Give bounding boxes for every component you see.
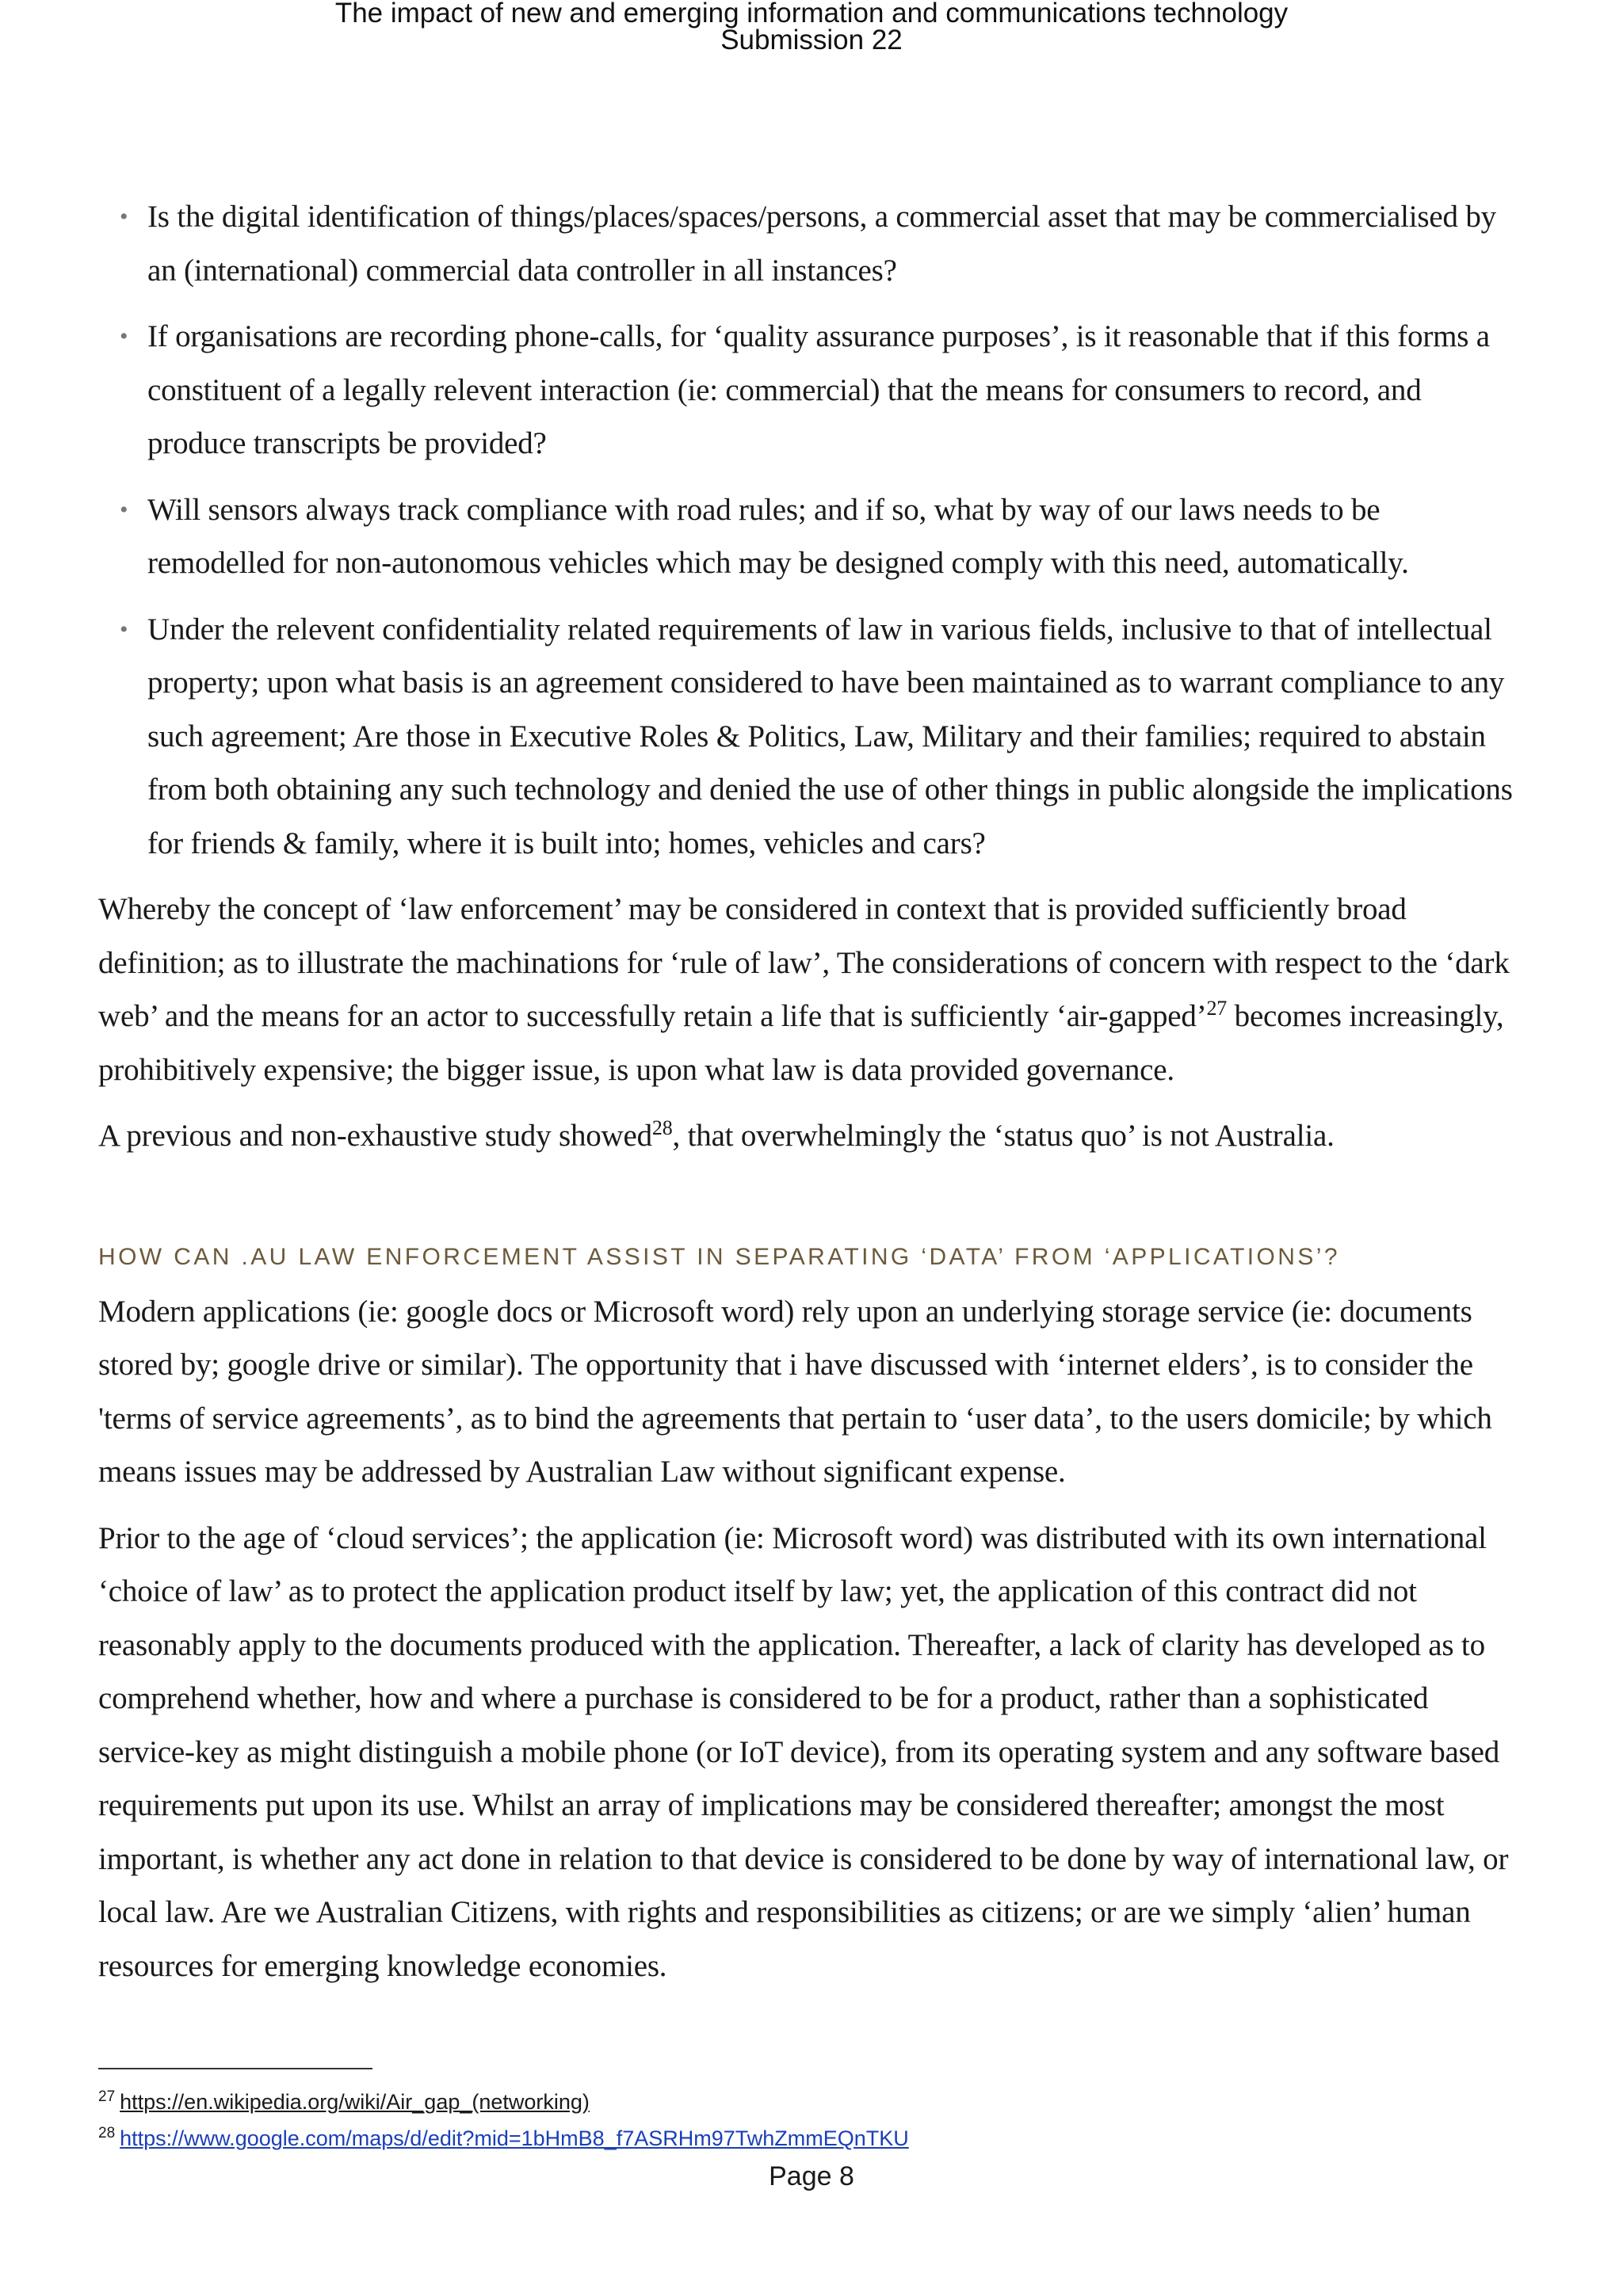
paragraph-text: becomes increasingly, prohibitively expensive; the bigger issue, is upon what law is data provided governance. bbox=[98, 999, 1504, 1087]
page-header bbox=[0, 0, 1623, 54]
list-item-text: Is the digital identification of things/places/spaces/persons, a commercial asset that may be commercialised by an (international) commercial data controller in all instances? bbox=[147, 200, 1496, 288]
list-item bbox=[98, 603, 1525, 871]
footnote-link-google-maps[interactable]: https://www.google.com/maps/d/edit?mid=1bHmB8_f7ASRHm97TwhZmmEQnTKU bbox=[120, 2126, 909, 2150]
footnote-28 bbox=[98, 2120, 909, 2157]
list-item bbox=[98, 310, 1525, 471]
paragraph-cloud-services: Prior to the age of ‘cloud services’; the application (ie: Microsoft word) was distributed with its own international ‘choice of law’ as to protect the application product itself by law; yet, the application of this contract did not reasonably apply to the documents produced with the application. Thereafter, a lack of clarity has developed as to comprehend whether, how and where a purchase is considered to be for a product, rather than a sophisticated service-key as might distinguish a mobile phone (or IoT device), from its operating system and any software based requirements put upon its use. Whilst an array of implications may be considered thereafter; amongst the most important, is whether any act done in relation to that device is considered to be done by way of international law, or local law. Are we Australian Citizens, with rights and responsibilities as citizens; or are we simply ‘alien’ human resources for emerging knowledge economies. bbox=[98, 1520, 1509, 1983]
paragraph-text: A previous and non-exhaustive study showed bbox=[98, 1119, 652, 1153]
footnote-divider bbox=[98, 2068, 372, 2069]
list-item-text: If organisations are recording phone-calls, for ‘quality assurance purposes’, is it reasonable that if this forms a constituent of a legally relevent interaction (ie: commercial) that the means for consumers to record, and produce transcripts be provided? bbox=[147, 319, 1490, 460]
section-heading: HOW CAN .AU LAW ENFORCEMENT ASSIST IN SEPARATING ‘DATA’ FROM ‘APPLICATIONS’? bbox=[98, 1243, 1340, 1270]
footnote-number: 27 bbox=[98, 2088, 116, 2105]
footnotes bbox=[98, 2084, 909, 2157]
bullet-icon: • bbox=[120, 616, 128, 643]
question-list bbox=[98, 190, 1525, 870]
paragraph-previous-study bbox=[98, 1109, 1525, 1163]
list-item bbox=[98, 190, 1525, 297]
paragraph-law-enforcement bbox=[98, 883, 1525, 1097]
page-number: Page 8 bbox=[769, 2161, 854, 2191]
footnote-link-air-gap[interactable]: https://en.wikipedia.org/wiki/Air_gap_(networking) bbox=[120, 2090, 590, 2114]
submission-label: Submission 22 bbox=[720, 25, 903, 55]
paragraph-text: Whereby the concept of ‘law enforcement’ may be considered in context that is provided sufficiently broad definition; as to illustrate the machinations for ‘rule of law’, The considerations of concern with respect to the ‘dark web’ and the means for an actor to successfully retain a life that is sufficiently ‘air-gapped’ bbox=[98, 892, 1510, 1033]
paragraph-modern-applications: Modern applications (ie: google docs or Microsoft word) rely upon an underlying storage service (ie: documents stored by; google drive or similar). The opportunity that i have discussed with ‘internet elders’, is to consider the 'terms of service agreements’, as to bind the agreements that pertain to ‘user data’, to the users domicile; by which means issues may be addressed by Australian Law without significant expense. bbox=[98, 1294, 1492, 1489]
document-title: The impact of new and emerging information and communications technology bbox=[334, 0, 1289, 29]
footnote-27 bbox=[98, 2084, 909, 2120]
bullet-icon: • bbox=[120, 496, 128, 523]
list-item bbox=[98, 483, 1525, 590]
footnote-ref-28[interactable]: 28 bbox=[651, 1116, 673, 1139]
footnote-number: 28 bbox=[98, 2125, 116, 2142]
bullet-icon: • bbox=[120, 323, 128, 349]
list-item-text: Under the relevent confidentiality related requirements of law in various fields, inclusive to that of intellectual property; upon what basis is an agreement considered to have been maintained as to warrant compliance to any such agreement; Are those in Executive Roles & Politics, Law, Military and their families; required to abstain from both obtaining any such technology and denied the use of other things in public alongside the implications for friends & family, where it is built into; homes, vehicles and cars? bbox=[147, 612, 1513, 860]
bullet-icon: • bbox=[120, 204, 128, 230]
main-content bbox=[98, 190, 1525, 2005]
footnote-ref-27[interactable]: 27 bbox=[1206, 997, 1228, 1020]
paragraph-text: , that overwhelmingly the ‘status quo’ is not Australia. bbox=[672, 1119, 1335, 1153]
list-item-text: Will sensors always track compliance with road rules; and if so, what by way of our laws needs to be remodelled for non-autonomous vehicles which may be designed comply with this need, automatically. bbox=[147, 492, 1409, 580]
